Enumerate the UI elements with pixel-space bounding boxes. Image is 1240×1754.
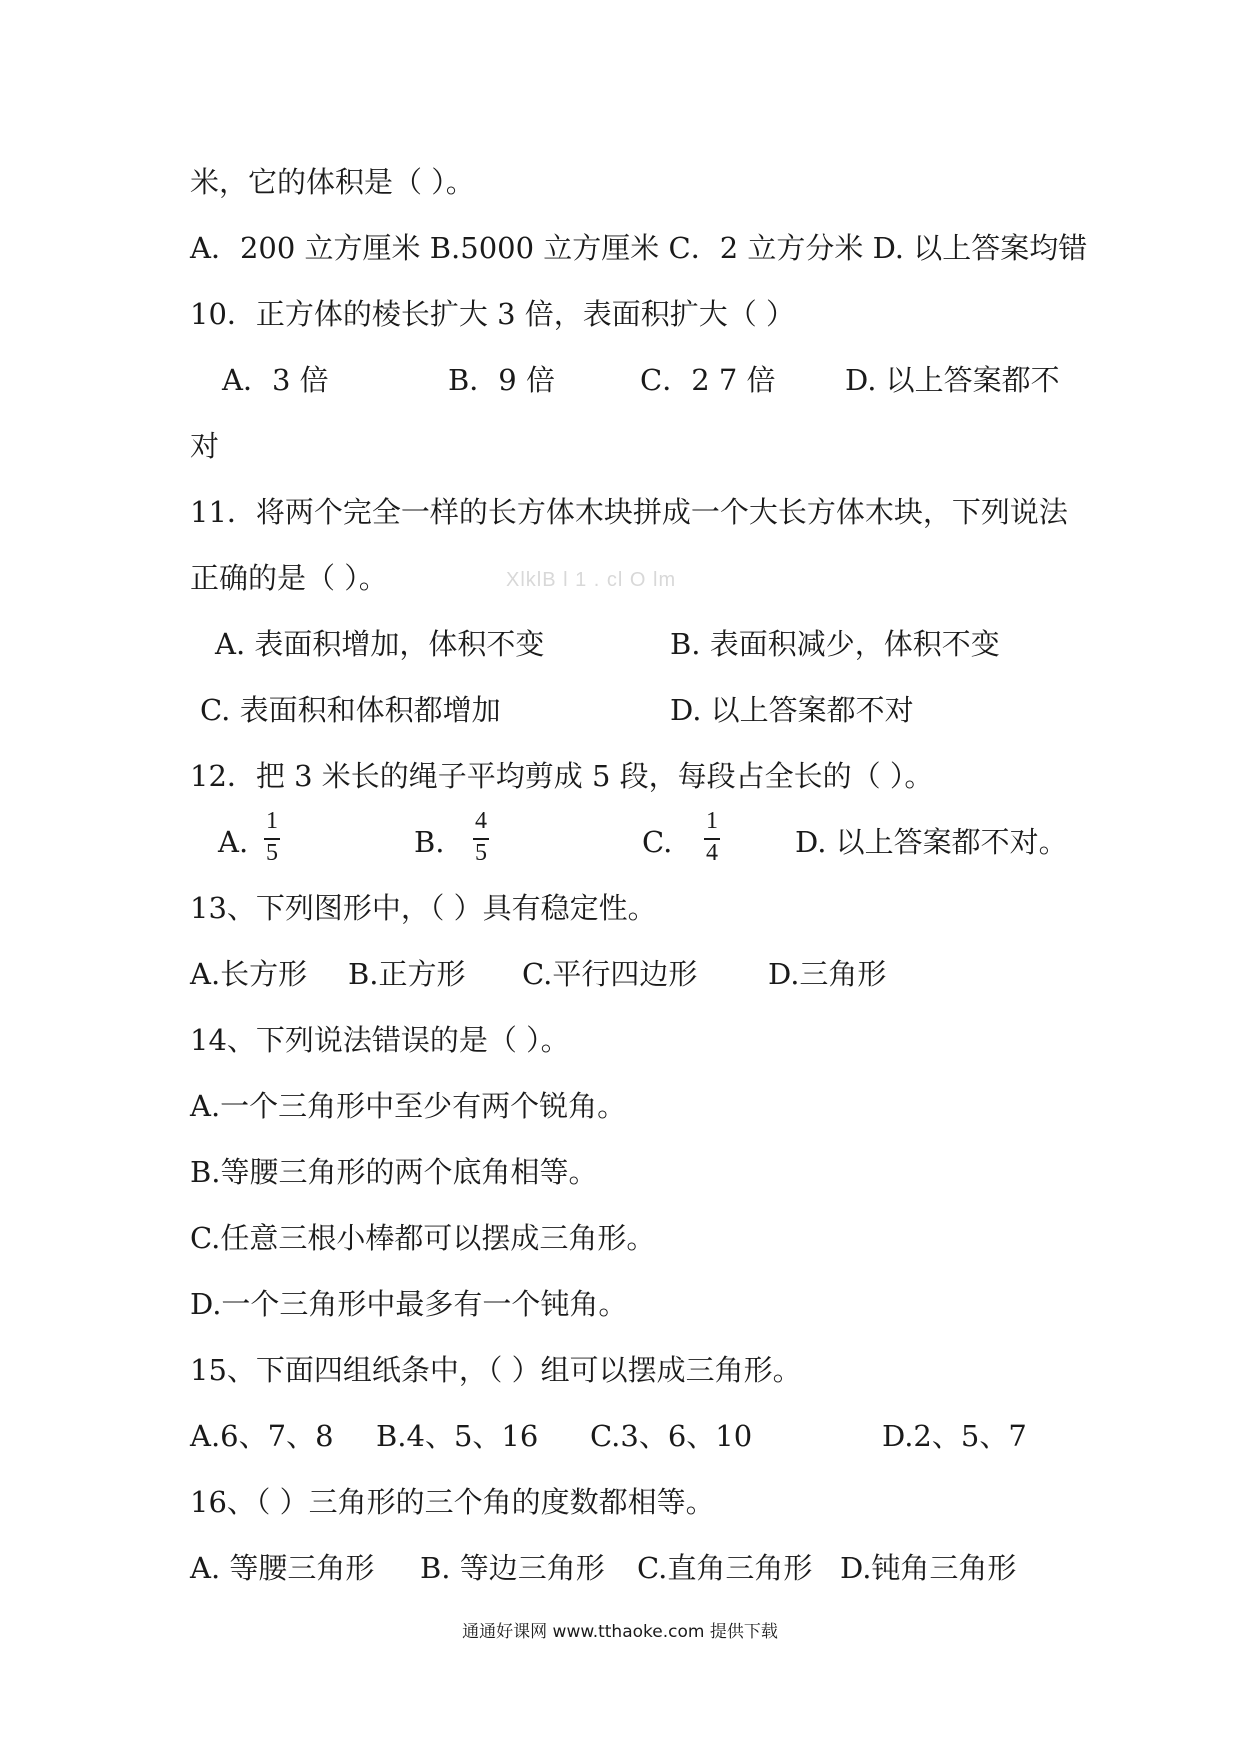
- q12-option-c-fraction: [700, 808, 724, 868]
- q10-option-a: A．3 倍: [222, 363, 329, 397]
- page-footer: 通通好课网 www.tthaoke.com 提供下载: [462, 1622, 778, 1642]
- q13-option-a: A.长方形: [190, 957, 308, 991]
- q9-options: A．200 立方厘米 B.5000 立方厘米 C．2 立方分米 D. 以上答案均错: [190, 231, 1088, 265]
- q12-option-d: D. 以上答案都不对。: [795, 825, 1068, 859]
- q11-option-b: B. 表面积减少，体积不变: [670, 627, 1000, 661]
- q11-question-wrap: 正确的是（ ）。: [190, 561, 388, 595]
- q13-option-b: B.正方形: [348, 957, 466, 991]
- q13-question: 13、下列图形中，（ ）具有稳定性。: [190, 891, 657, 925]
- q10-option-b: B．9 倍: [448, 363, 555, 397]
- q11-option-c: C. 表面积和体积都增加: [200, 693, 501, 727]
- fraction-numerator: 1: [266, 808, 278, 834]
- q12-option-b-label: B.: [414, 825, 445, 859]
- q11-option-d: D. 以上答案都不对: [670, 693, 914, 727]
- q10-option-d: D. 以上答案都不: [845, 363, 1060, 397]
- q9-continuation: 米，它的体积是（ ）。: [190, 165, 475, 199]
- fraction-numerator: 4: [475, 808, 487, 834]
- q14-question: 14、下列说法错误的是（ ）。: [190, 1023, 570, 1057]
- q10-option-c: C．2 7 倍: [640, 363, 776, 397]
- q10-question: 10．正方体的棱长扩大 3 倍，表面积扩大（ ）: [190, 297, 796, 331]
- q13-option-d: D.三角形: [768, 957, 887, 991]
- q11-option-a: A. 表面积增加，体积不变: [215, 627, 545, 661]
- q14-option-c: C.任意三根小棒都可以摆成三角形。: [190, 1221, 656, 1255]
- q15-option-d: D.2、5、7: [882, 1419, 1027, 1453]
- q10-option-d-wrap: 对: [190, 429, 220, 463]
- q11-question: 11．将两个完全一样的长方体木块拼成一个大长方体木块，下列说法: [190, 495, 1068, 529]
- watermark-text: XlklB l 1 . cl O lm: [506, 569, 677, 591]
- q14-option-d: D.一个三角形中最多有一个钝角。: [190, 1287, 628, 1321]
- q14-option-b: B.等腰三角形的两个底角相等。: [190, 1155, 598, 1189]
- fraction-numerator: 1: [706, 808, 718, 834]
- q12-option-c-label: C.: [642, 825, 673, 859]
- q15-option-b: B.4、5、16: [376, 1419, 539, 1453]
- q12-option-b-fraction: [469, 808, 493, 868]
- q12-option-a-fraction: [260, 808, 284, 868]
- q16-option-b: B. 等边三角形: [420, 1551, 605, 1585]
- q12-option-a-label: A.: [218, 825, 249, 859]
- q15-question: 15、下面四组纸条中，（ ）组可以摆成三角形。: [190, 1353, 802, 1387]
- q13-option-c: C.平行四边形: [522, 957, 698, 991]
- fraction-denominator: 4: [706, 840, 718, 866]
- q16-option-a: A. 等腰三角形: [190, 1551, 375, 1585]
- q15-option-c: C.3、6、10: [590, 1419, 753, 1453]
- q16-option-c: C.直角三角形: [637, 1551, 813, 1585]
- q15-option-a: A.6、7、8: [190, 1419, 334, 1453]
- fraction-denominator: 5: [266, 840, 278, 866]
- fraction-denominator: 5: [475, 840, 487, 866]
- q16-option-d: D.钝角三角形: [840, 1551, 1017, 1585]
- q12-question: 12．把 3 米长的绳子平均剪成 5 段，每段占全长的（ ）。: [190, 759, 934, 793]
- q14-option-a: A.一个三角形中至少有两个锐角。: [190, 1089, 627, 1123]
- q16-question: 16、（ ）三角形的三个角的度数都相等。: [190, 1485, 715, 1519]
